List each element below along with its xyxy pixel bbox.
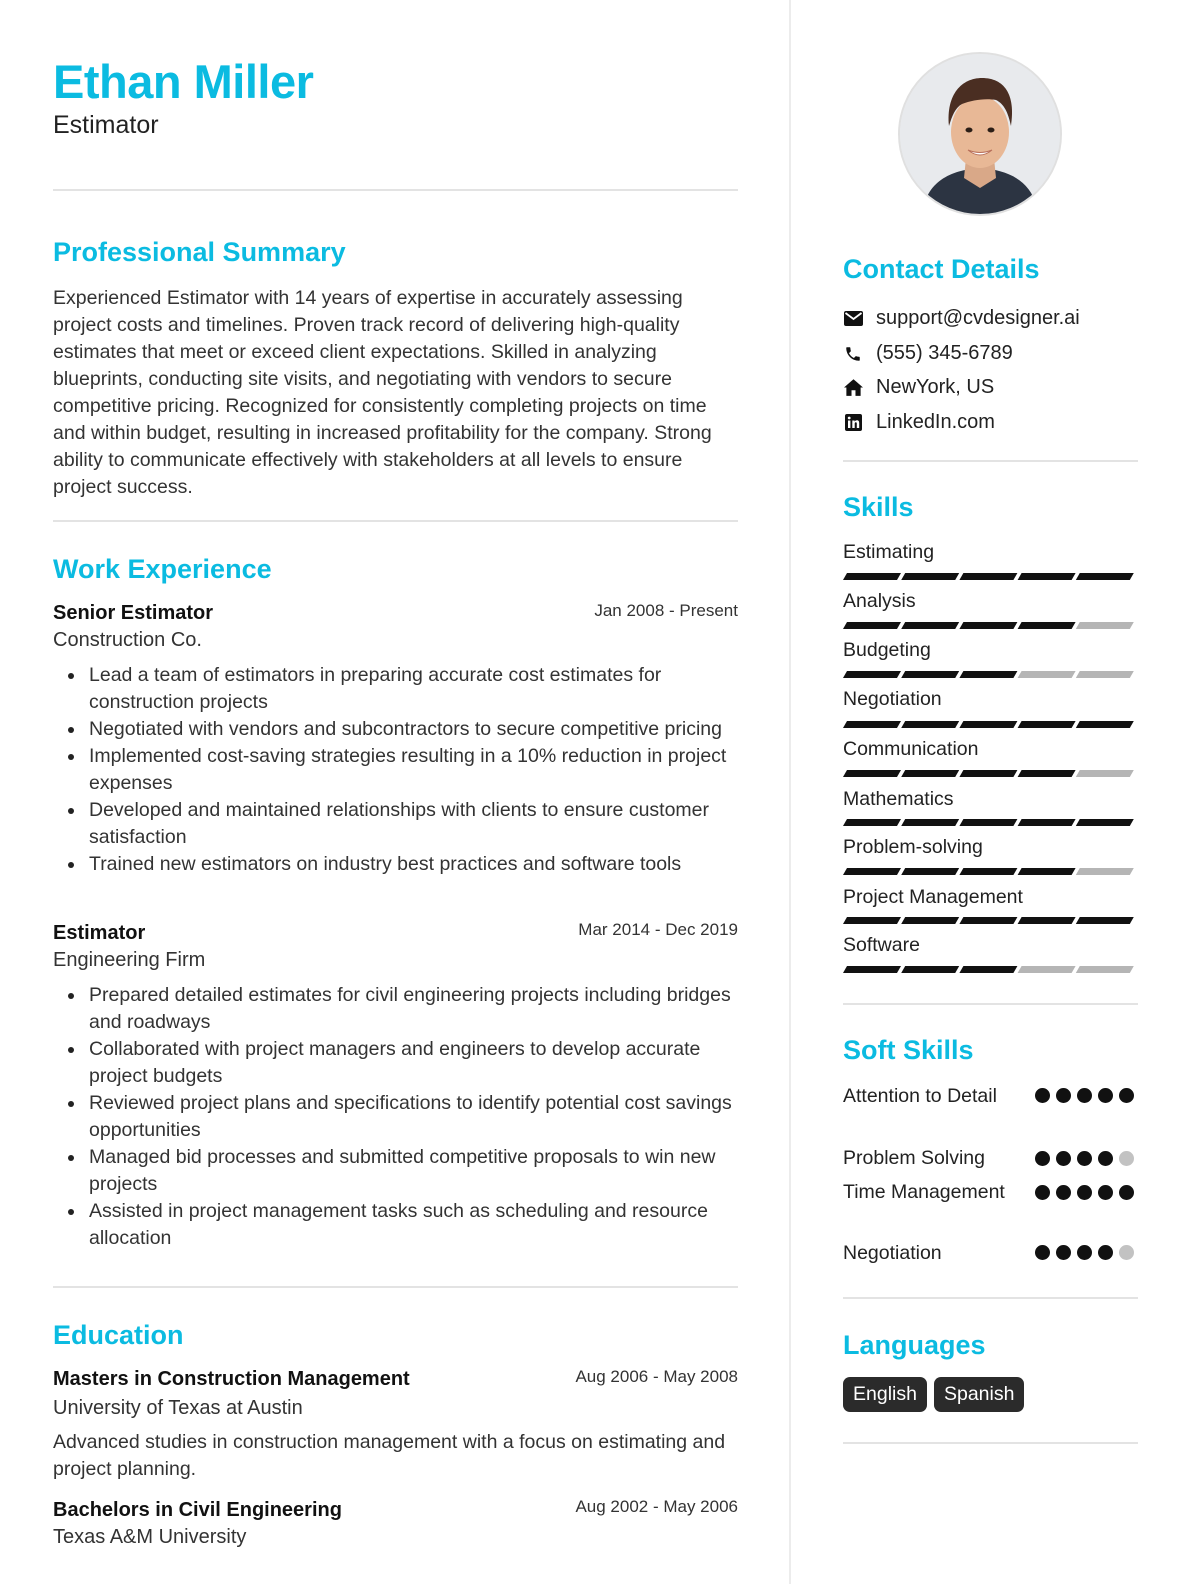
skill-bar	[843, 671, 1135, 678]
divider	[53, 520, 738, 522]
list-item: Lead a team of estimators in preparing accurate cost estimates for construction projects	[89, 662, 738, 716]
skill-segment-filled	[959, 917, 1017, 924]
skill-segment-filled	[843, 770, 901, 777]
rating-dot-filled	[1098, 1245, 1113, 1260]
job-bullets	[53, 662, 738, 878]
skill-segment-filled	[901, 721, 959, 728]
degree-title: Masters in Construction Management	[53, 1368, 410, 1390]
list-item: Collaborated with project managers and engineers to develop accurate project budgets	[89, 1036, 738, 1090]
skill-segment-empty	[1076, 966, 1134, 973]
rating-dot-filled	[1056, 1151, 1071, 1166]
skill-segment-filled	[843, 721, 901, 728]
list-item: Implemented cost-saving strategies resulting in a 10% reduction in project expenses	[89, 743, 738, 797]
skill-segment-filled	[901, 622, 959, 629]
skill-segment-filled	[843, 917, 901, 924]
language-tag: English	[843, 1377, 927, 1412]
skill-segment-filled	[901, 770, 959, 777]
job-dates: Jan 2008 - Present	[594, 601, 738, 620]
rating-dot-filled	[1035, 1088, 1050, 1103]
skill-segment-empty	[1076, 622, 1134, 629]
skill-segment-filled	[959, 622, 1017, 629]
divider	[843, 1442, 1138, 1444]
skill-segment-filled	[1076, 573, 1134, 580]
skill-segment-filled	[1076, 917, 1134, 924]
degree-title: Bachelors in Civil Engineering	[53, 1499, 342, 1521]
job-company: Engineering Firm	[53, 949, 206, 971]
divider	[843, 1297, 1138, 1299]
soft-skill-label: Time Management	[843, 1181, 1005, 1203]
skill-segment-filled	[959, 770, 1017, 777]
skill-label: Software	[843, 934, 920, 956]
skill-bar	[843, 868, 1135, 875]
rating-dot-filled	[1035, 1185, 1050, 1200]
skill-bar	[843, 966, 1135, 973]
soft-skill-label: Negotiation	[843, 1242, 942, 1264]
job-bullets	[53, 982, 738, 1252]
skill-label: Problem-solving	[843, 836, 983, 858]
contact-location	[843, 376, 994, 399]
soft-skill-label: Attention to Detail	[843, 1085, 997, 1107]
skill-segment-filled	[959, 868, 1017, 875]
skill-segment-empty	[1076, 671, 1134, 678]
skill-segment-filled	[843, 573, 901, 580]
skill-segment-filled	[1018, 721, 1076, 728]
school-name: Texas A&M University	[53, 1526, 247, 1548]
candidate-name: Ethan Miller	[53, 55, 314, 108]
linkedin-icon	[843, 413, 863, 433]
skill-segment-filled	[901, 573, 959, 580]
education-heading: Education	[53, 1320, 184, 1350]
column-divider	[789, 0, 791, 1584]
location-text: NewYork, US	[876, 376, 995, 398]
contact-phone[interactable]	[843, 342, 1013, 365]
list-item: Trained new estimators on industry best practices and software tools	[89, 851, 738, 878]
skill-segment-filled	[1018, 622, 1076, 629]
rating-dot-filled	[1119, 1088, 1134, 1103]
rating-dot-filled	[1056, 1245, 1071, 1260]
soft-skill-label: Problem Solving	[843, 1147, 985, 1169]
skill-segment-filled	[843, 622, 901, 629]
skill-segment-filled	[959, 573, 1017, 580]
skill-segment-filled	[843, 966, 901, 973]
rating-dot-filled	[1077, 1088, 1092, 1103]
job-title: Senior Estimator	[53, 602, 214, 624]
skill-segment-filled	[959, 819, 1017, 826]
rating-dot-filled	[1077, 1245, 1092, 1260]
language-tag: Spanish	[934, 1377, 1024, 1412]
skill-segment-filled	[901, 868, 959, 875]
skill-segment-filled	[843, 819, 901, 826]
contact-heading: Contact Details	[843, 254, 1040, 284]
skill-label: Estimating	[843, 541, 935, 563]
skill-bar	[843, 770, 1135, 777]
school-name: University of Texas at Austin	[53, 1397, 303, 1419]
list-item: Negotiated with vendors and subcontractors to secure competitive pricing	[89, 716, 738, 743]
soft-skill-rating	[1035, 1185, 1134, 1200]
skill-label: Mathematics	[843, 788, 954, 810]
divider	[843, 1003, 1138, 1005]
skill-label: Budgeting	[843, 639, 931, 661]
list-item: Assisted in project management tasks such as scheduling and resource allocation	[89, 1198, 738, 1252]
list-item: Developed and maintained relationships with clients to ensure customer satisfaction	[89, 797, 738, 851]
email-text: support@cvdesigner.ai	[876, 307, 1080, 329]
education-dates: Aug 2002 - May 2006	[575, 1497, 738, 1516]
skill-segment-filled	[901, 671, 959, 678]
phone-icon	[843, 344, 863, 364]
rating-dot-filled	[1098, 1151, 1113, 1166]
list-item: Managed bid processes and submitted competitive proposals to win new projects	[89, 1144, 738, 1198]
skill-segment-filled	[901, 966, 959, 973]
profile-photo	[898, 52, 1062, 216]
summary-text: Experienced Estimator with 14 years of expertise in accurately assessing project costs and timelines. Proven track record of delivering high-quality estimates that meet or exceed client expectations. Skilled in analyzing blueprints, conducting site visits, and negotiating with vendors to secure competitive pricing. Recognized for consistently completing projects on time and within budget, resulting in increased profitability for the company. Strong ability to communicate effectively with stakeholders at all levels to ensure project success.	[53, 287, 712, 498]
soft-skill-rating	[1035, 1245, 1134, 1260]
soft-skill-rating	[1035, 1151, 1134, 1166]
rating-dot-filled	[1077, 1151, 1092, 1166]
list-item: Prepared detailed estimates for civil engineering projects including bridges and roadways	[89, 982, 738, 1036]
envelope-icon	[843, 309, 863, 329]
job-company: Construction Co.	[53, 629, 202, 651]
skill-label: Communication	[843, 738, 979, 760]
rating-dot-filled	[1098, 1185, 1113, 1200]
contact-email[interactable]	[843, 307, 1080, 330]
divider	[843, 460, 1138, 462]
skill-bar	[843, 622, 1135, 629]
divider	[53, 1286, 738, 1288]
rating-dot-filled	[1056, 1088, 1071, 1103]
avatar-illustration	[900, 54, 1060, 214]
skill-segment-filled	[1076, 819, 1134, 826]
rating-dot-filled	[1056, 1185, 1071, 1200]
contact-linkedin[interactable]	[843, 411, 995, 434]
skill-segment-filled	[1018, 819, 1076, 826]
phone-text: (555) 345-6789	[876, 342, 1013, 364]
skill-segment-empty	[1018, 671, 1076, 678]
skill-segment-filled	[959, 721, 1017, 728]
education-description: Advanced studies in construction management with a focus on estimating and project planning.	[53, 1431, 726, 1480]
rating-dot-empty	[1119, 1245, 1134, 1260]
soft-skills-heading: Soft Skills	[843, 1035, 974, 1065]
rating-dot-filled	[1035, 1151, 1050, 1166]
skill-segment-filled	[843, 671, 901, 678]
summary-heading: Professional Summary	[53, 237, 346, 267]
skill-bar	[843, 721, 1135, 728]
education-dates: Aug 2006 - May 2008	[575, 1367, 738, 1386]
skill-segment-filled	[901, 917, 959, 924]
skill-label: Analysis	[843, 590, 916, 612]
language-tags	[843, 1377, 1024, 1412]
rating-dot-filled	[1077, 1185, 1092, 1200]
languages-heading: Languages	[843, 1330, 986, 1360]
list-item: Reviewed project plans and specifications to identify potential cost savings opportunities	[89, 1090, 738, 1144]
skill-segment-empty	[1076, 868, 1134, 875]
home-icon	[843, 378, 863, 398]
job-dates: Mar 2014 - Dec 2019	[578, 920, 738, 939]
skill-segment-empty	[1076, 770, 1134, 777]
skill-bar	[843, 819, 1135, 826]
skill-segment-filled	[959, 966, 1017, 973]
skill-segment-filled	[959, 671, 1017, 678]
skill-segment-empty	[1018, 966, 1076, 973]
rating-dot-filled	[1098, 1088, 1113, 1103]
skill-bar	[843, 917, 1135, 924]
soft-skill-rating	[1035, 1088, 1134, 1103]
skill-segment-filled	[901, 819, 959, 826]
experience-heading: Work Experience	[53, 554, 272, 584]
skill-segment-filled	[1018, 868, 1076, 875]
skill-segment-filled	[1018, 573, 1076, 580]
skill-segment-filled	[1076, 721, 1134, 728]
rating-dot-filled	[1035, 1245, 1050, 1260]
skill-segment-filled	[843, 868, 901, 875]
job-title: Estimator	[53, 922, 146, 944]
skill-label: Negotiation	[843, 688, 942, 710]
rating-dot-empty	[1119, 1151, 1134, 1166]
skill-label: Project Management	[843, 886, 1023, 908]
skills-heading: Skills	[843, 492, 914, 522]
skill-bar	[843, 573, 1135, 580]
skill-segment-filled	[1018, 770, 1076, 777]
rating-dot-filled	[1119, 1185, 1134, 1200]
divider	[53, 189, 738, 191]
skill-segment-filled	[1018, 917, 1076, 924]
linkedin-text: LinkedIn.com	[876, 411, 995, 433]
candidate-role: Estimator	[53, 111, 159, 139]
